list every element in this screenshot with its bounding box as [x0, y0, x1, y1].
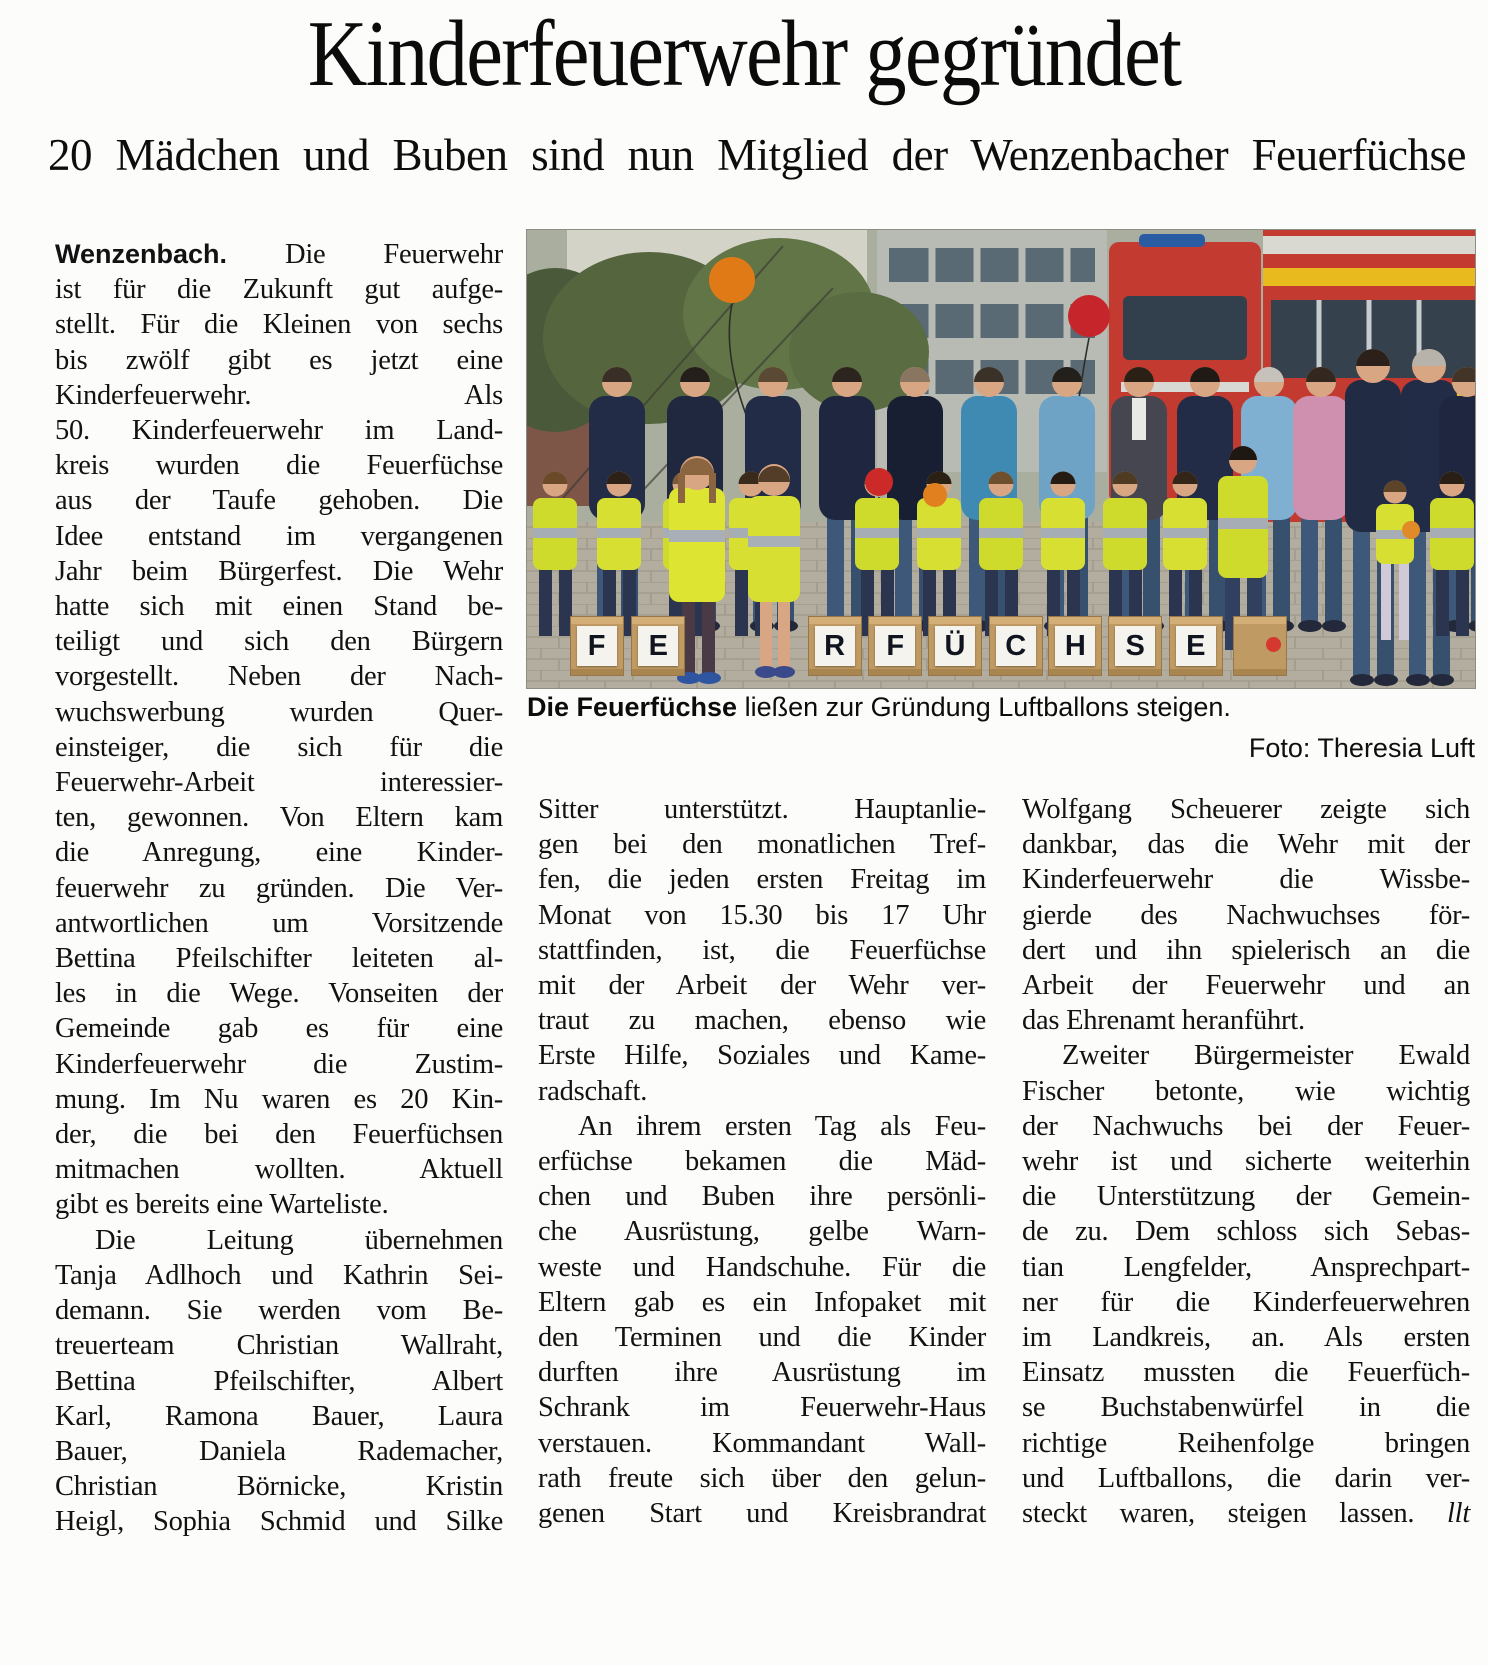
text-line: Gemeinde gab es für eine	[55, 1013, 503, 1045]
text-line: treuerteam Christian Wallraht,	[55, 1330, 503, 1362]
text-line: aus der Taufe gehoben. Die	[55, 485, 503, 517]
article-column-right	[1022, 792, 1470, 1531]
text-line: verstauen. Kommandant Wall-	[538, 1427, 986, 1459]
text-line: Idee entstand im vergangenen	[55, 520, 503, 552]
text-line: An ihrem ersten Tag als Feu-	[578, 1110, 986, 1142]
text-line: dert und ihn spielerisch an die	[1022, 934, 1470, 966]
text-line: mung. Im Nu waren es 20 Kin-	[55, 1083, 503, 1115]
text-line: Schrank im Feuerwehr-Haus	[538, 1392, 986, 1424]
text-line: wuchswerbung wurden Quer-	[55, 696, 503, 728]
text-line: traut zu machen, ebenso wie	[538, 1005, 986, 1037]
text-line: gen bei den monatlichen Tref-	[538, 829, 986, 861]
letter-cubes-row	[527, 230, 1475, 688]
text-line: richtige Reihenfolge bringen	[1022, 1427, 1470, 1459]
article-column-middle	[538, 792, 986, 1531]
text-line: chen und Buben ihre persönli-	[538, 1181, 986, 1213]
text-line: im Landkreis, an. Als ersten	[1022, 1322, 1470, 1354]
text-line: die Anregung, eine Kinder-	[55, 837, 503, 869]
text-line: Fischer betonte, wie wichtig	[1022, 1075, 1470, 1107]
text-line: les in die Wege. Vonseiten der	[55, 978, 503, 1010]
letter-cube: R	[808, 616, 862, 676]
text-line: stattfinden, ist, die Feuerfüchse	[538, 934, 986, 966]
letter-cube	[1233, 616, 1287, 676]
letter-cube: H	[1048, 616, 1102, 676]
letter-cube: E	[1169, 616, 1223, 676]
text-line: bis zwölf gibt es jetzt eine	[55, 344, 503, 376]
text-line: Arbeit der Feuerwehr und an	[1022, 970, 1470, 1002]
article-photo	[527, 230, 1475, 688]
text-line: Christian Börnicke, Kristin	[55, 1471, 503, 1503]
text-line: steckt waren, steigen lassen. llt	[1022, 1498, 1470, 1530]
text-line: die Unterstützung der Gemein-	[1022, 1181, 1470, 1213]
text-line: gierde des Nachwuchses för-	[1022, 899, 1470, 931]
text-line: den Terminen und die Kinder	[538, 1322, 986, 1354]
text-line: fen, die jeden ersten Freitag im	[538, 864, 986, 896]
text-line: erfüchse bekamen die Mäd-	[538, 1146, 986, 1178]
caption-lead: Die Feuerfüchse	[527, 692, 738, 722]
text-line: 50. Kinderfeuerwehr im Land-	[55, 415, 503, 447]
text-line: tian Lengfelder, Ansprechpart-	[1022, 1251, 1470, 1283]
text-line: ist für die Zukunft gut aufge-	[55, 274, 503, 306]
letter-cube: C	[989, 616, 1043, 676]
text-line: Karl, Ramona Bauer, Laura	[55, 1400, 503, 1432]
text-line: ten, gewonnen. Von Eltern kam	[55, 802, 503, 834]
letter-cube: Ü	[928, 616, 982, 676]
text-line: Sitter unterstützt. Hauptanlie-	[538, 794, 986, 825]
text-line: teiligt und sich den Bürgern	[55, 626, 503, 658]
text-line: Heigl, Sophia Schmid und Silke	[55, 1506, 503, 1538]
photo-caption	[527, 692, 1475, 723]
text-line: stellt. Für die Kleinen von sechs	[55, 309, 503, 341]
text-line: und Luftballons, die darin ver-	[1022, 1462, 1470, 1494]
text-line: hatte sich mit einen Stand be-	[55, 591, 503, 623]
headline: Kinderfeuerwehr gegründet	[307, 2, 1181, 106]
text-line: Monat von 15.30 bis 17 Uhr	[538, 899, 986, 931]
text-line: Die Leitung übernehmen	[95, 1224, 503, 1256]
location-lead-in: Wenzenbach.	[55, 239, 228, 269]
text-line: antwortlichen um Vorsitzende	[55, 907, 503, 939]
text-line: Erste Hilfe, Soziales und Kame-	[538, 1040, 986, 1072]
text-line: kreis wurden die Feuerfüchse	[55, 450, 503, 482]
text-line: genen Start und Kreisbrandrat	[538, 1498, 986, 1530]
caption-text: ließen zur Gründung Luftballons steigen.	[737, 692, 1231, 722]
text-line: Einsatz mussten die Feuerfüch-	[1022, 1357, 1470, 1389]
text-line: che Ausrüstung, gelbe Warn-	[538, 1216, 986, 1248]
text-line: Kinderfeuerwehr die Zustim-	[55, 1048, 503, 1080]
text-line: mitmachen wollten. Aktuell	[55, 1154, 503, 1186]
text-line: Bettina Pfeilschifter leiteten al-	[55, 943, 503, 975]
text-line: wehr ist und sicherte weiterhin	[1022, 1146, 1470, 1178]
article-column-left	[55, 237, 503, 1540]
text-line: demann. Sie werden vom Be-	[55, 1295, 503, 1327]
text-line: der, die bei den Feuerfüchsen	[55, 1119, 503, 1151]
text-line: Wolfgang Scheuerer zeigte sich	[1022, 794, 1470, 825]
text-line: Eltern gab es ein Infopaket mit	[538, 1286, 986, 1318]
text-line: rath freute sich über den gelun-	[538, 1462, 986, 1494]
text-line: Zweiter Bürgermeister Ewald	[1062, 1040, 1470, 1072]
text-line: durften ihre Ausrüstung im	[538, 1357, 986, 1389]
text-line: gibt es bereits eine Warteliste.	[55, 1189, 389, 1221]
text-line: de zu. Dem schloss sich Sebas-	[1022, 1216, 1470, 1248]
letter-cube: F	[570, 616, 624, 676]
text-line: Feuerwehr-Arbeit interessier-	[55, 767, 503, 799]
text-line: Tanja Adlhoch und Kathrin Sei-	[55, 1259, 503, 1291]
text-line: dankbar, das die Wehr mit der	[1022, 829, 1470, 861]
text-line: ner für die Kinderfeuerwehren	[1022, 1286, 1470, 1318]
text-line: vorgestellt. Neben der Nach-	[55, 661, 503, 693]
text-line: Bettina Pfeilschifter, Albert	[55, 1365, 503, 1397]
subheadline: 20 Mädchen und Buben sind nun Mitglied der Wenzenbacher Feuerfüchse	[48, 130, 1466, 180]
letter-cube: S	[1108, 616, 1162, 676]
letter-cube: F	[868, 616, 922, 676]
text-line: se Buchstabenwürfel in die	[1022, 1392, 1470, 1424]
text-line: einsteiger, die sich für die	[55, 731, 503, 763]
text-line: Kinderfeuerwehr. Als	[55, 379, 503, 411]
text-line: Jahr beim Bürgerfest. Die Wehr	[55, 555, 503, 587]
text-line: Bauer, Daniela Rademacher,	[55, 1435, 503, 1467]
photo-credit: Foto: Theresia Luft	[1248, 733, 1475, 763]
text-line: feuerwehr zu gründen. Die Ver-	[55, 872, 503, 904]
text-line: radschaft.	[538, 1075, 648, 1107]
text-line: weste und Handschuhe. Für die	[538, 1251, 986, 1283]
text-line: das Ehrenamt heranführt.	[1022, 1005, 1305, 1037]
text-line: der Nachwuchs bei der Feuer-	[1022, 1110, 1470, 1142]
letter-cube: E	[631, 616, 685, 676]
text-line: Kinderfeuerwehr die Wissbe-	[1022, 864, 1470, 896]
text-line: mit der Arbeit der Wehr ver-	[538, 970, 986, 1002]
text-line: Wenzenbach. Die Feuerwehr	[55, 239, 503, 270]
